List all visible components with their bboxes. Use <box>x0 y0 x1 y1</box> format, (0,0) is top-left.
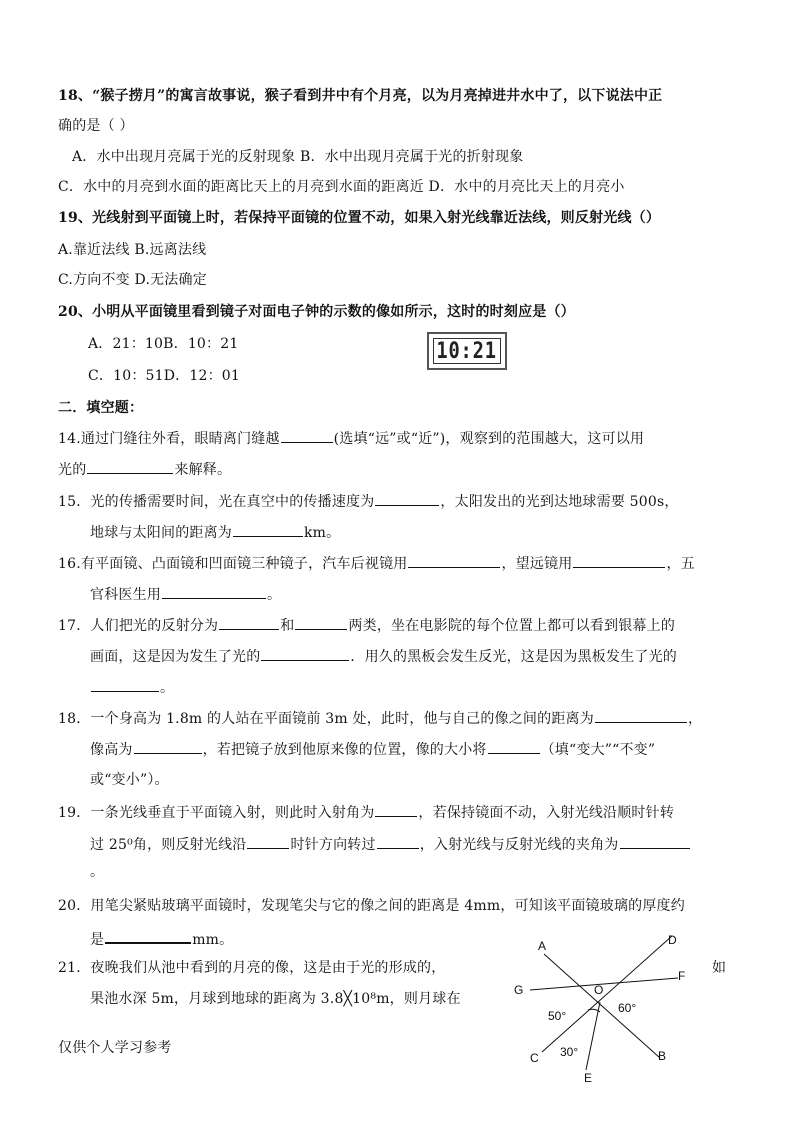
f17-text-f: 。 <box>160 680 175 696</box>
f20-line2 <box>90 928 233 950</box>
f19-line1 <box>58 802 674 823</box>
f16-text-b: ，望远镜用 <box>501 556 573 572</box>
f17-line2 <box>90 646 677 667</box>
f16-text-a: 16.有平面镜、凸面镜和凹面镜三种镜子，汽车后视镜用 <box>58 556 408 572</box>
q18-line1 <box>58 86 662 106</box>
ray-FG <box>530 978 678 990</box>
f21-line2: 果池水深 5m，月球到地球的距离为 3.8╳10⁸m，则月球在 <box>90 991 461 1007</box>
clock-display <box>433 338 501 364</box>
q18-line2: 确的是（ ） <box>58 118 134 134</box>
f16-line1 <box>58 553 695 574</box>
f14-line2 <box>58 459 231 480</box>
f15-text-a: 15．光的传播需要时间，光在真空中的传播速度为 <box>58 494 375 510</box>
f20-text-c: mm。 <box>192 932 234 948</box>
f18-text-b: ， <box>687 711 703 727</box>
f16-blank-1[interactable] <box>408 553 500 568</box>
f19-text-c: 过 25⁰角，则反射光线沿 <box>90 837 247 853</box>
f17-text-d: 画面，这是因为发生了光的 <box>90 649 261 665</box>
label-O: O <box>594 983 604 997</box>
f21-line1: 21．夜晚我们从池中看到的月亮的像，这是由于光的形成的， <box>58 960 446 976</box>
f16-line2 <box>90 584 281 605</box>
f19-blank-2[interactable] <box>247 834 289 849</box>
q19-line1: 19、光线射到平面镜上时，若保持平面镜的位置不动，如果入射光线靠近法线，则反射光线（） <box>58 210 661 226</box>
f18-line2 <box>90 739 655 760</box>
q18-text: 18、“猴子捞月”的寓言故事说，猴子看到井中有个月亮，以为月亮掉进井水中了，以下说法中正 <box>58 88 663 104</box>
f16-blank-3[interactable] <box>162 584 266 599</box>
f18-line1 <box>58 708 702 729</box>
f20-blank-1[interactable] <box>105 928 191 944</box>
f16-text-c: ，五 <box>666 556 695 572</box>
f19-blank-3[interactable] <box>377 834 419 849</box>
f14-line1 <box>58 428 644 449</box>
f14-blank-2[interactable] <box>87 459 173 474</box>
ray-AB <box>544 954 660 1058</box>
q19-options-cd: C.方向不变 D.无法确定 <box>58 272 207 288</box>
footer-note: 仅供个人学习参考 <box>58 1040 172 1056</box>
f18-line3: 或“变小”）。 <box>90 772 169 788</box>
f20-line1: 20．用笔尖紧贴玻璃平面镜时，发现笔尖与它的像之间的距离是 4mm，可知该平面镜玻璃的厚度约 <box>58 898 685 914</box>
label-E: E <box>584 1071 593 1085</box>
f17-text-b: 和 <box>280 618 295 634</box>
f18-blank-1[interactable] <box>595 708 687 723</box>
f19-text-d: 时针方向转过 <box>290 837 376 853</box>
q20-options-cd: C．10：51D．12：01 <box>88 368 240 384</box>
label-B: B <box>658 1049 667 1063</box>
f19-line3: 。 <box>90 864 105 880</box>
f14-text-a: 14.通过门缝往外看，眼睛离门缝越 <box>58 431 280 447</box>
angle-label-50: 50° <box>548 1009 567 1023</box>
f17-blank-2[interactable] <box>295 615 347 630</box>
f18-text-c: 像高为 <box>90 742 133 758</box>
angle-label-60: 60° <box>618 1001 637 1015</box>
f19-text-b: ，若保持镜面不动，入射光线沿顺时针转 <box>418 805 675 821</box>
f15-text-b: ，太阳发出的光到达地球需要 500s， <box>440 494 679 510</box>
label-C: C <box>530 1051 539 1065</box>
f15-blank-2[interactable] <box>233 522 303 537</box>
label-G: G <box>514 983 524 997</box>
f17-blank-4[interactable] <box>91 677 159 692</box>
q18-options-ab: A．水中出现月亮属于光的反射现象 B．水中出现月亮属于光的折射现象 <box>72 149 524 165</box>
ray-DC <box>542 936 672 1052</box>
section-heading-fill-in: 二．填空题： <box>58 400 144 416</box>
f15-text-d: km。 <box>304 525 341 541</box>
f16-blank-2[interactable] <box>573 553 665 568</box>
f18-text-a: 18．一个身高为 1.8m 的人站在平面镜前 3m 处，此时，他与自己的像之间的距离为 <box>58 711 594 727</box>
f17-text-a: 17．人们把光的反射分为 <box>58 618 219 634</box>
reflection-diagram <box>500 928 740 1088</box>
f18-blank-2[interactable] <box>134 739 202 754</box>
f19-blank-1[interactable] <box>375 802 417 817</box>
f14-text-c: 光的 <box>58 462 87 478</box>
angle-label-30: 30° <box>560 1045 579 1059</box>
f16-text-d: 官科医生用 <box>90 587 161 603</box>
f15-line1 <box>58 491 679 512</box>
f15-blank-1[interactable] <box>375 491 439 506</box>
f15-line2 <box>90 522 340 543</box>
f14-blank-1[interactable] <box>281 428 333 443</box>
f18-blank-3[interactable] <box>488 739 540 754</box>
f16-text-e: 。 <box>267 587 282 603</box>
f18-text-d: ，若把镜子放到他原来像的位置，像的大小将 <box>202 742 487 758</box>
f17-blank-3[interactable] <box>261 646 349 661</box>
f20-text-b: 是 <box>90 932 105 948</box>
label-A: A <box>538 939 547 953</box>
f21-line1-tail: 如 <box>712 960 727 976</box>
f19-text-e: ，入射光线与反射光线的夹角为 <box>419 837 619 853</box>
f17-text-c: 两类，坐在电影院的每个位置上都可以看到银幕上的 <box>348 618 676 634</box>
f17-text-e: ．用久的黑板会发生反光，这是因为黑板发生了光的 <box>350 649 678 665</box>
digital-clock-image <box>427 332 507 370</box>
q20-line1: 20、小明从平面镜里看到镜子对面电子钟的示数的像如所示，这时的时刻应是（） <box>58 304 575 320</box>
f15-text-c: 地球与太阳间的距离为 <box>90 525 232 541</box>
f19-line2 <box>90 834 691 855</box>
f17-line1 <box>58 615 675 636</box>
clock-digits: 10:21 <box>436 338 498 364</box>
f18-text-e: （填“变大”“不变” <box>540 742 656 758</box>
label-D: D <box>668 933 677 947</box>
q18-options-cd: C．水中的月亮到水面的距离比天上的月亮到水面的距离近 D．水中的月亮比天上的月亮小 <box>58 179 625 195</box>
f17-blank-1[interactable] <box>219 615 279 630</box>
f14-text-b: (选填“远”或“近”)，观察到的范围越大，这可以用 <box>333 431 645 447</box>
label-F: F <box>678 969 686 983</box>
f14-text-d: 来解释。 <box>174 462 232 478</box>
q20-options-ab: A．21：10B．10：21 <box>88 336 239 352</box>
f19-blank-4[interactable] <box>620 834 690 849</box>
ray-OE <box>586 1002 600 1070</box>
q19-options-ab: A.靠近法线 B.远离法线 <box>58 242 207 258</box>
f17-line3 <box>90 677 174 698</box>
f19-text-a: 19．一条光线垂直于平面镜入射，则此时入射角为 <box>58 805 375 821</box>
